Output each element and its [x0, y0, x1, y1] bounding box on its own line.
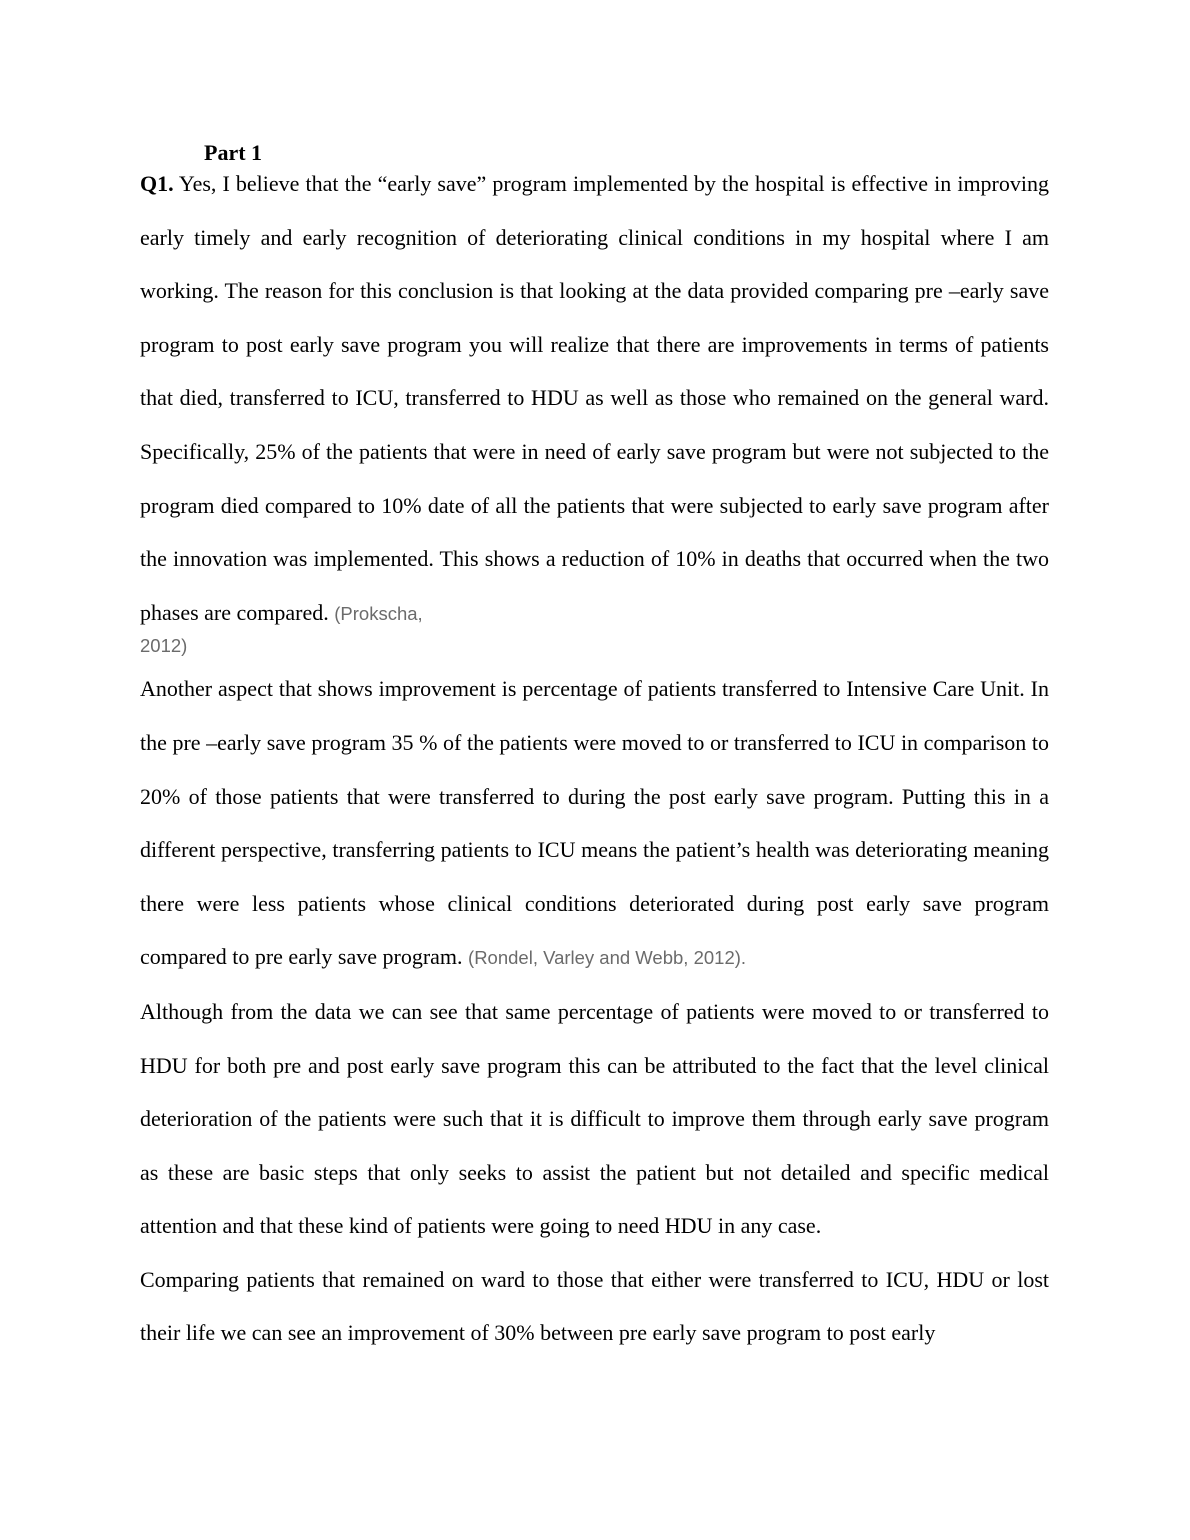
paragraph-icu-text: Another aspect that shows improvement is percentage of patients transferred to Intensive Care Unit. In the pre –early save program 35 % of the patients were moved to or transferred to ICU in comparison to 20% of those patients that were transferred to during the post early save program. Putting this in a different perspective, transferring patients to ICU means the patient’s health was deteriorating meaning there were less patients whose clinical conditions deteriorated during post early save program compared to pre early save program. — [140, 676, 1049, 970]
q1-body-text: Yes, I believe that the “early save” program implemented by the hospital is effective in improving early timely and early recognition of deteriorating clinical conditions in my hospital where I am working. The reason for this conclusion is that looking at the data provided comparing pre –early save program to post early save program you will realize that there are improvements in terms of patients that died, transferred to ICU, transferred to HDU as well as those who remained on the general ward. Specifically, 25% of the patients that were in need of early save program but were not subjected to the program died compared to 10% date of all the patients that were subjected to early save program after the innovation was implemented. This shows a reduction of 10% in deaths that occurred when the two phases are compared. — [140, 171, 1049, 625]
paragraph-ward: Comparing patients that remained on ward to those that either were transferred to ICU, HDU or lost their life we can see an improvement of 30% between pre early save program to post early — [140, 1266, 1049, 1346]
paragraph-icu — [140, 662, 1049, 985]
q1-citation: (Prokscha, — [334, 602, 423, 624]
q1-paragraph — [140, 157, 1049, 664]
paragraph-icu-citation: (Rondel, Varley and Webb, 2012). — [468, 947, 747, 969]
question-label: Q1. — [140, 171, 174, 196]
document-page — [140, 138, 1049, 1360]
paragraph-hdu: Although from the data we can see that same percentage of patients were moved to or transferred to HDU for both pre and post early save program this can be attributed to the fact that the level clinical deterioration of the patients were such that it is difficult to improve them through early save program as these are basic steps that only seeks to assist the patient but not detailed and specific medical attention and that these kind of patients were going to need HDU in any case. — [140, 998, 1049, 1239]
q1-citation-tail: 2012) — [140, 635, 188, 657]
section-heading: Part 1 — [204, 140, 263, 165]
